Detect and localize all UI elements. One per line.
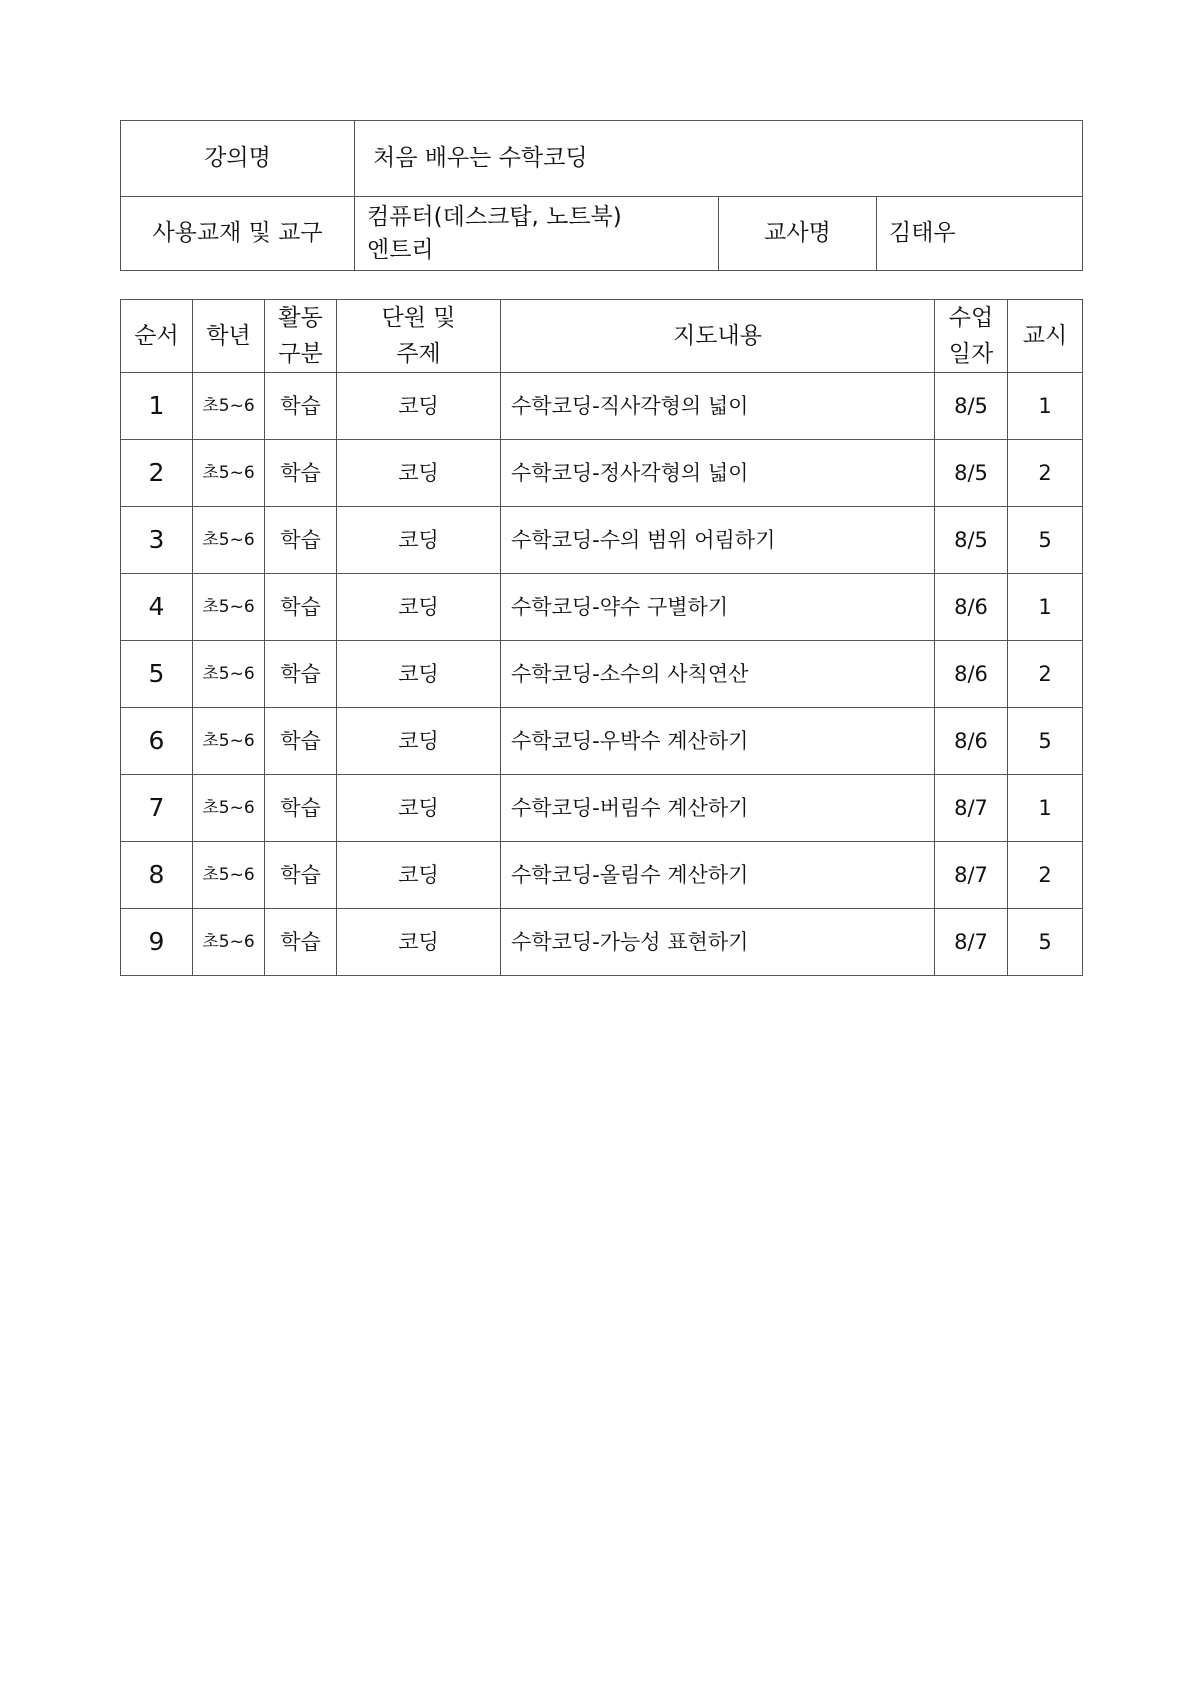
teacher-name: 김태우 xyxy=(877,197,1083,271)
cell-content: 수학코딩-수의 범위 어림하기 xyxy=(501,507,935,574)
cell-unit: 코딩 xyxy=(337,574,501,641)
cell-period: 1 xyxy=(1008,373,1083,440)
course-name-label: 강의명 xyxy=(121,121,355,197)
cell-date: 8/7 xyxy=(935,909,1008,976)
header-unit-line-2: 주제 xyxy=(396,341,441,367)
cell-grade: 초5~6 xyxy=(193,373,265,440)
cell-order: 3 xyxy=(121,507,193,574)
header-date-line-2: 일자 xyxy=(948,341,994,367)
cell-date: 8/6 xyxy=(935,641,1008,708)
cell-period: 1 xyxy=(1008,775,1083,842)
cell-date: 8/7 xyxy=(935,842,1008,909)
cell-content: 수학코딩-버림수 계산하기 xyxy=(501,775,935,842)
cell-grade: 초5~6 xyxy=(193,641,265,708)
cell-grade: 초5~6 xyxy=(193,842,265,909)
cell-date: 8/5 xyxy=(935,507,1008,574)
cell-activity: 학습 xyxy=(265,842,337,909)
cell-grade: 초5~6 xyxy=(193,775,265,842)
cell-content: 수학코딩-올림수 계산하기 xyxy=(501,842,935,909)
materials-label: 사용교재 및 교구 xyxy=(121,197,355,271)
cell-content: 수학코딩-약수 구별하기 xyxy=(501,574,935,641)
cell-date: 8/6 xyxy=(935,708,1008,775)
cell-order: 9 xyxy=(121,909,193,976)
course-name-value: 처음 배우는 수학코딩 xyxy=(355,121,1083,197)
cell-date: 8/6 xyxy=(935,574,1008,641)
header-activity-line-1: 활동 xyxy=(278,305,323,331)
table-row xyxy=(121,507,1083,574)
cell-order: 8 xyxy=(121,842,193,909)
table-row xyxy=(121,775,1083,842)
header-grade: 학년 xyxy=(193,300,265,373)
cell-date: 8/5 xyxy=(935,440,1008,507)
cell-grade: 초5~6 xyxy=(193,440,265,507)
table-row xyxy=(121,440,1083,507)
cell-activity: 학습 xyxy=(265,775,337,842)
cell-grade: 초5~6 xyxy=(193,574,265,641)
cell-period: 5 xyxy=(1008,909,1083,976)
cell-order: 1 xyxy=(121,373,193,440)
materials-value xyxy=(355,197,719,271)
table-row xyxy=(121,708,1083,775)
table-row xyxy=(121,842,1083,909)
cell-unit: 코딩 xyxy=(337,909,501,976)
cell-period: 2 xyxy=(1008,842,1083,909)
cell-content: 수학코딩-우박수 계산하기 xyxy=(501,708,935,775)
cell-order: 4 xyxy=(121,574,193,641)
cell-period: 5 xyxy=(1008,708,1083,775)
cell-unit: 코딩 xyxy=(337,641,501,708)
cell-order: 6 xyxy=(121,708,193,775)
schedule-body xyxy=(121,373,1083,976)
cell-order: 2 xyxy=(121,440,193,507)
materials-line-1: 컴퓨터(데스크탑, 노트북) xyxy=(367,203,622,230)
cell-period: 1 xyxy=(1008,574,1083,641)
cell-content: 수학코딩-직사각형의 넓이 xyxy=(501,373,935,440)
header-activity xyxy=(265,300,337,373)
cell-period: 2 xyxy=(1008,440,1083,507)
table-row xyxy=(121,641,1083,708)
header-date-line-1: 수업 xyxy=(948,305,994,331)
cell-content: 수학코딩-소수의 사칙연산 xyxy=(501,641,935,708)
table-row xyxy=(121,373,1083,440)
cell-date: 8/7 xyxy=(935,775,1008,842)
cell-period: 5 xyxy=(1008,507,1083,574)
course-info-table xyxy=(120,120,1083,271)
cell-activity: 학습 xyxy=(265,909,337,976)
cell-grade: 초5~6 xyxy=(193,708,265,775)
cell-order: 7 xyxy=(121,775,193,842)
cell-unit: 코딩 xyxy=(337,708,501,775)
cell-date: 8/5 xyxy=(935,373,1008,440)
teacher-label: 교사명 xyxy=(719,197,877,271)
header-activity-line-2: 구분 xyxy=(278,341,323,367)
cell-grade: 초5~6 xyxy=(193,909,265,976)
header-date xyxy=(935,300,1008,373)
header-unit xyxy=(337,300,501,373)
table-row xyxy=(121,574,1083,641)
cell-activity: 학습 xyxy=(265,574,337,641)
table-row xyxy=(121,909,1083,976)
cell-activity: 학습 xyxy=(265,708,337,775)
cell-grade: 초5~6 xyxy=(193,507,265,574)
header-content: 지도내용 xyxy=(501,300,935,373)
cell-activity: 학습 xyxy=(265,440,337,507)
cell-unit: 코딩 xyxy=(337,842,501,909)
schedule-table xyxy=(120,299,1083,976)
cell-unit: 코딩 xyxy=(337,440,501,507)
materials-line-2: 엔트리 xyxy=(367,236,434,263)
cell-unit: 코딩 xyxy=(337,775,501,842)
cell-content: 수학코딩-가능성 표현하기 xyxy=(501,909,935,976)
header-unit-line-1: 단원 및 xyxy=(381,305,456,331)
cell-period: 2 xyxy=(1008,641,1083,708)
schedule-header-row xyxy=(121,300,1083,373)
cell-activity: 학습 xyxy=(265,507,337,574)
header-period: 교시 xyxy=(1008,300,1083,373)
cell-activity: 학습 xyxy=(265,641,337,708)
cell-order: 5 xyxy=(121,641,193,708)
cell-unit: 코딩 xyxy=(337,373,501,440)
header-order: 순서 xyxy=(121,300,193,373)
cell-unit: 코딩 xyxy=(337,507,501,574)
cell-content: 수학코딩-정사각형의 넓이 xyxy=(501,440,935,507)
cell-activity: 학습 xyxy=(265,373,337,440)
